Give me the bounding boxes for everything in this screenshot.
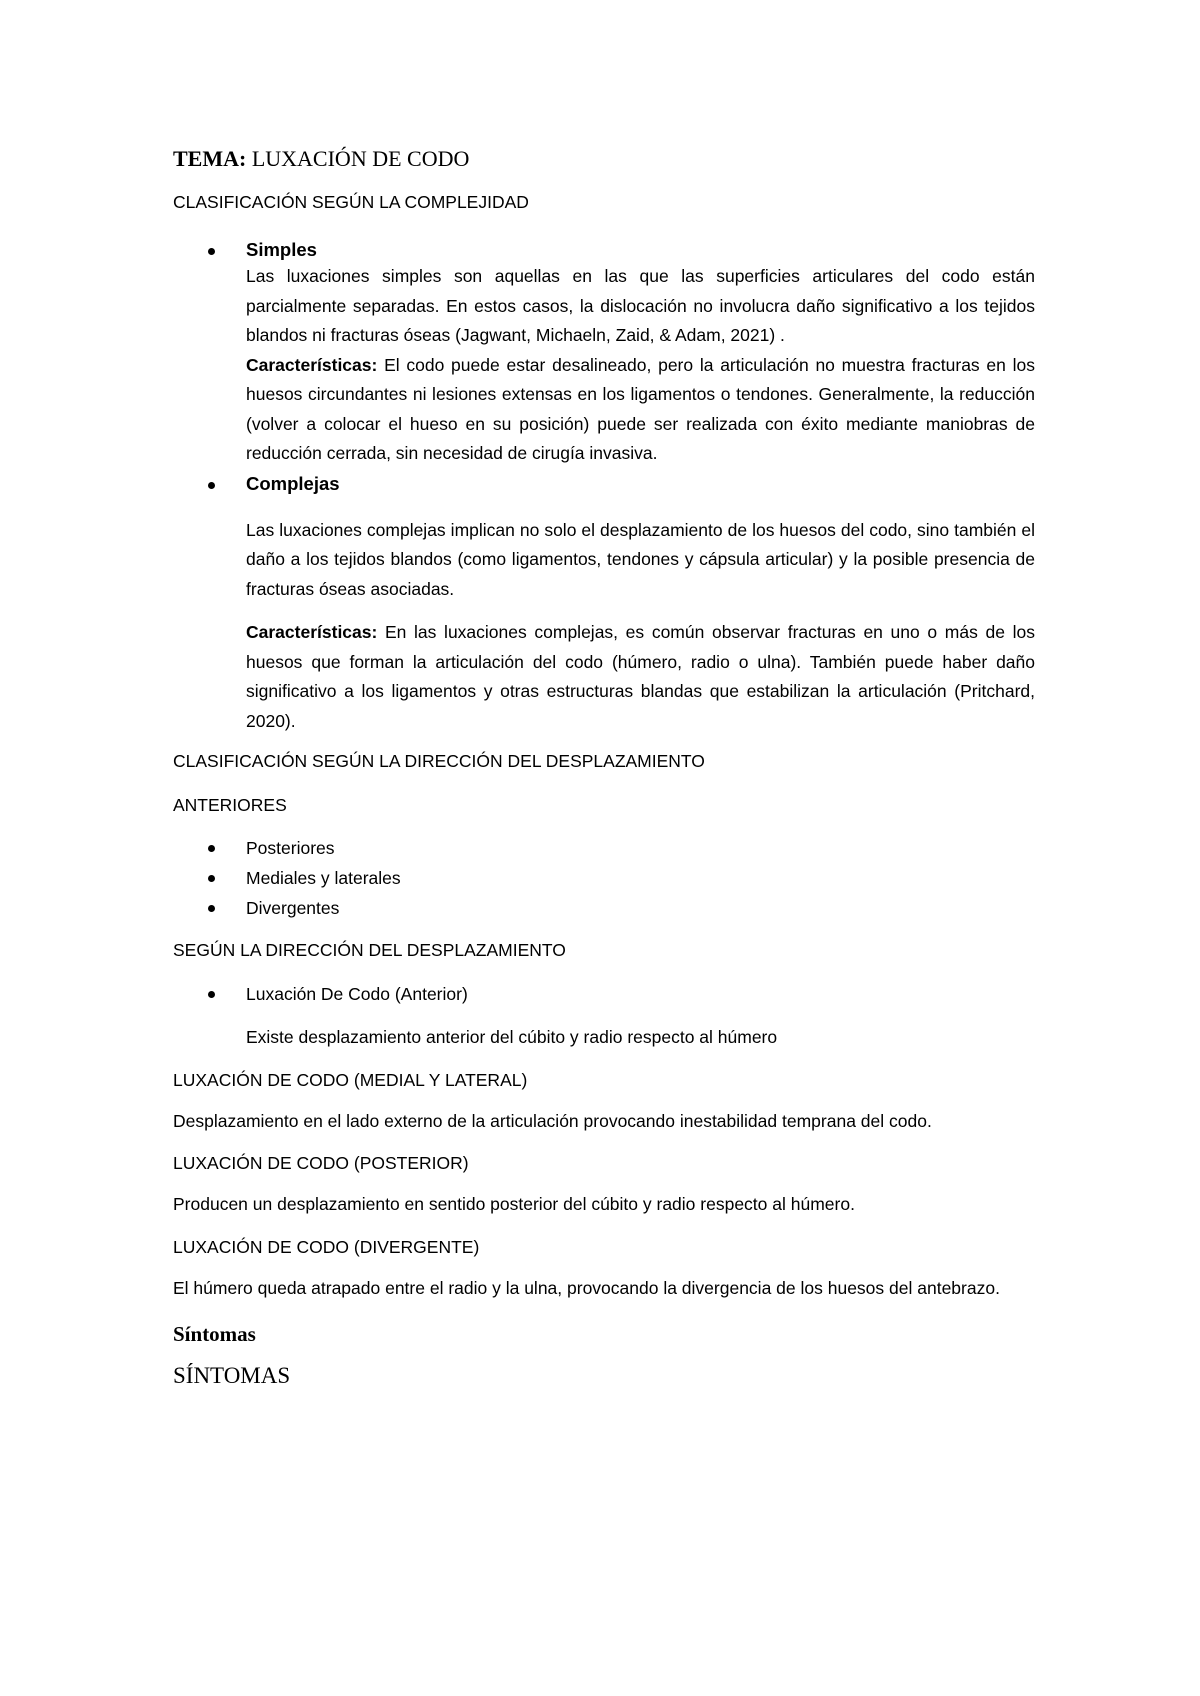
simples-paragraph: Las luxaciones simples son aquellas en las que las superficies articulares del codo están parcialmente separadas. En estos casos, la dislocación no involucra daño significativo a los tejidos blandos ni fracturas óseas (Jagwant, Michaeln, Zaid, & Adam, 2021) . — [246, 266, 1035, 345]
title-text: LUXACIÓN DE CODO — [251, 146, 470, 171]
bullet-icon — [208, 845, 215, 852]
list-item-simples — [173, 235, 1035, 469]
posterior-text: Producen un desplazamiento en sentido posterior del cúbito y radio respecto al húmero. — [173, 1194, 855, 1214]
list-item-label: Divergentes — [246, 898, 340, 918]
list-item — [173, 863, 1035, 893]
divergente-text: El húmero queda atrapado entre el radio y la ulna, provocando la divergencia de los huesos del antebrazo. — [173, 1277, 1000, 1298]
simples-characteristics — [246, 351, 1035, 469]
sintomas-heading-caps: SÍNTOMAS — [173, 1363, 291, 1388]
bullet-icon — [208, 991, 215, 998]
heading-divergente: LUXACIÓN DE CODO (DIVERGENTE) — [173, 1236, 480, 1257]
heading-direccion: CLASIFICACIÓN SEGÚN LA DIRECCIÓN DEL DESPLAZAMIENTO — [173, 751, 705, 771]
list-item-label: Mediales y laterales — [246, 868, 401, 888]
list-item-complejas — [173, 469, 1035, 737]
anterior-text: Existe desplazamiento anterior del cúbito y radio respecto al húmero — [246, 1027, 778, 1047]
list-item — [173, 893, 1035, 923]
complejas-characteristics — [246, 618, 1035, 736]
list-item-anterior — [173, 979, 1035, 1009]
heading-medial-lateral: LUXACIÓN DE CODO (MEDIAL Y LATERAL) — [173, 1069, 528, 1090]
medial-lateral-text: Desplazamiento en el lado externo de la articulación provocando inestabilidad temprana del codo. — [173, 1110, 932, 1131]
document-title — [173, 144, 1035, 174]
list-item — [173, 833, 1035, 863]
complejas-title: Complejas — [246, 472, 340, 494]
bullet-icon — [208, 248, 215, 255]
bullet-icon — [208, 875, 215, 882]
document-page — [173, 144, 1035, 1393]
subheading-anteriores: ANTERIORES — [173, 795, 287, 815]
simples-caract-label: Características: — [246, 354, 378, 375]
bullet-icon — [208, 905, 215, 912]
complejas-caract-text: En las luxaciones complejas, es común observar fracturas en uno o más de los huesos que forman la articulación del codo (húmero, radio o ulna). También puede haber daño significativo a los ligamentos y otras estructuras blandas que estabilizan la articulación (Pritchard, 2020). — [246, 622, 1035, 731]
list-item-label: Posteriores — [246, 838, 335, 858]
complejas-caract-label: Características: — [246, 622, 378, 642]
bullet-icon — [208, 482, 215, 489]
heading-complejidad: CLASIFICACIÓN SEGÚN LA COMPLEJIDAD — [173, 192, 529, 212]
simples-title: Simples — [246, 239, 317, 260]
title-label: TEMA: — [173, 146, 247, 171]
heading-posterior: LUXACIÓN DE CODO (POSTERIOR) — [173, 1153, 469, 1173]
simples-caract-text: El codo puede estar desalineado, pero la articulación no muestra fracturas en los huesos circundantes ni lesiones extensas en los ligamentos o tendones. Generalmente, la reducción (volver a colocar el hueso en su posición) puede ser realizada con éxito mediante maniobras de reducción cerrada, sin necesidad de cirugía invasiva. — [246, 354, 1035, 463]
list-item-label: Luxación De Codo (Anterior) — [246, 984, 468, 1004]
complejas-paragraph: Las luxaciones complejas implican no solo el desplazamiento de los huesos del codo, sino también el daño a los tejidos blandos (como ligamentos, tendones y cápsula articular) y la posible presencia de fracturas óseas asociadas. — [246, 519, 1035, 599]
heading-segun: SEGÚN LA DIRECCIÓN DEL DESPLAZAMIENTO — [173, 940, 566, 960]
sintomas-heading-bold: Síntomas — [173, 1322, 256, 1346]
